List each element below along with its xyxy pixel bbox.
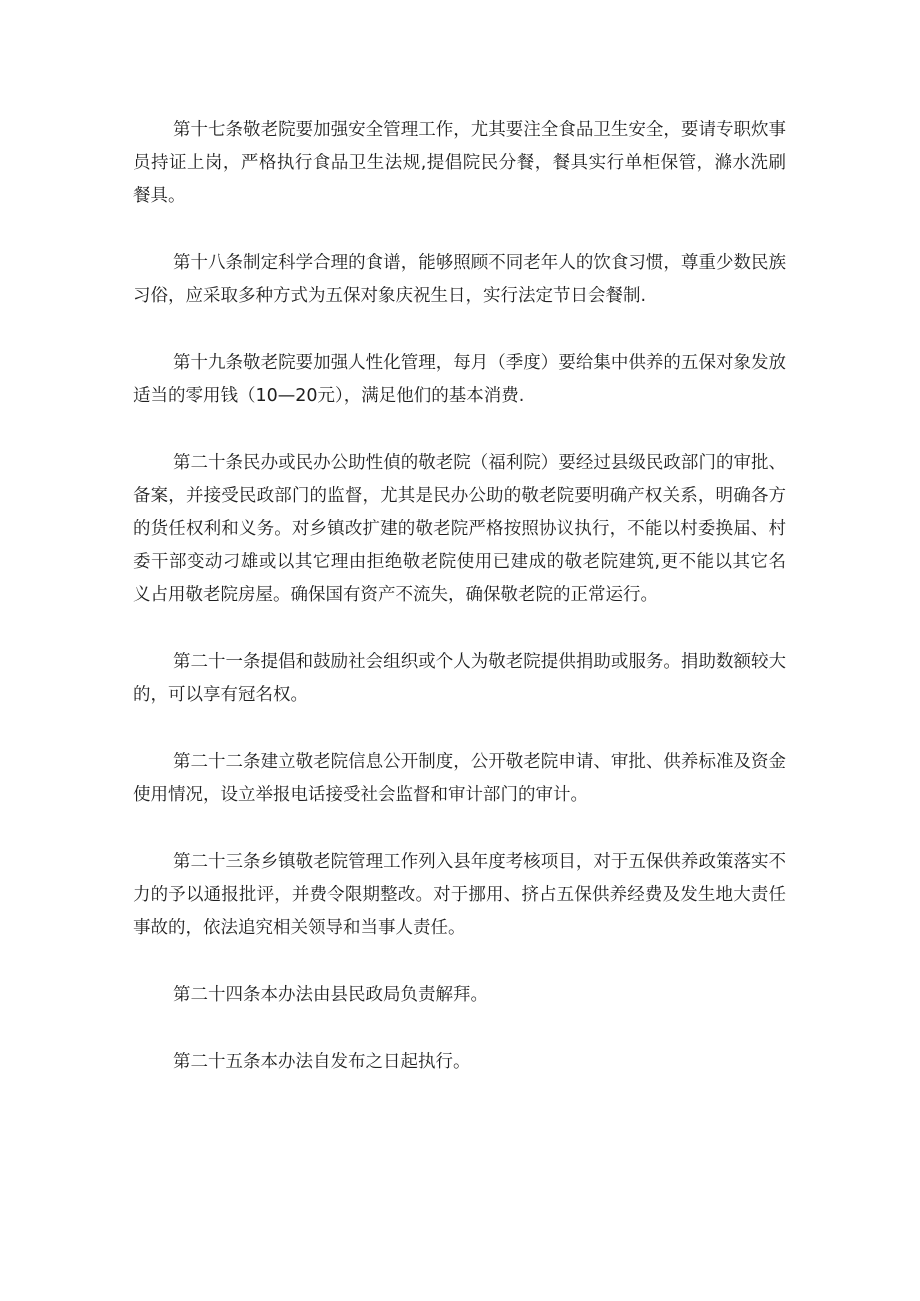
article-21-paragraph: 第二十一条提倡和鼓励社会组织或个人为敬老院提供捐助或服务。捐助数额较大的，可以享有冠名权。 xyxy=(133,652,786,705)
article-25-paragraph: 第二十五条本办法自发布之日起执行。 xyxy=(173,1052,471,1072)
article-19-paragraph: 第十九条敬老院要加强人性化管理，每月（季度）要给集中供养的五保对象发放适当的零用钱（10—20元），满足他们的基本消费. xyxy=(133,353,786,406)
document-body xyxy=(133,114,786,1113)
article-18-paragraph: 第十八条制定科学合理的食谱，能够照顾不同老年人的饮食习惯，尊重少数民族习俗，应采取多种方式为五保对象庆祝生日，实行法定节日会餐制. xyxy=(133,253,786,306)
article-17-paragraph: 第十七条敬老院要加强安全管理工作，尤其要注全食品卫生安全，要请专职炊事员持证上岗，严格执行食品卫生法规,提倡院民分餐，餐具实行单柜保管，滌水洗刷餐具。 xyxy=(133,120,786,206)
article-20-paragraph: 第二十条民办或民办公助性偵的敬老院（福利院）要经过县级民政部门的审批、备案，并接受民政部门的监督，尤其是民办公助的敬老院要明确产权关系，明确各方的货任权利和义务。对乡镇改扩建的敬老院严格按照协议执行，不能以村委换届、村委干部变动刁雄或以其它理由拒绝敬老院使用已建成的敬老院建筑,更不能以其它名义占用敬老院房屋。确保国有资产不流失，确保敬老院的正常运行。 xyxy=(133,453,786,605)
article-24-paragraph: 第二十四条本办法由县民政局负责解拜。 xyxy=(173,985,488,1005)
article-23-paragraph: 第二十三条乡镇敬老院管理工作列入县年度考核项目，对于五保供养政策落实不力的予以通报批评，并费令限期整改。对于挪用、挤占五保供养经费及发生地大责任事故的，依法追究相关领导和当事人责任。 xyxy=(133,852,786,938)
article-22-paragraph: 第二十二条建立敬老院信息公开制度，公开敬老院申请、审批、供养标准及资金使用情况，设立举报电话接受社会监督和审计部门的审计。 xyxy=(133,752,786,805)
